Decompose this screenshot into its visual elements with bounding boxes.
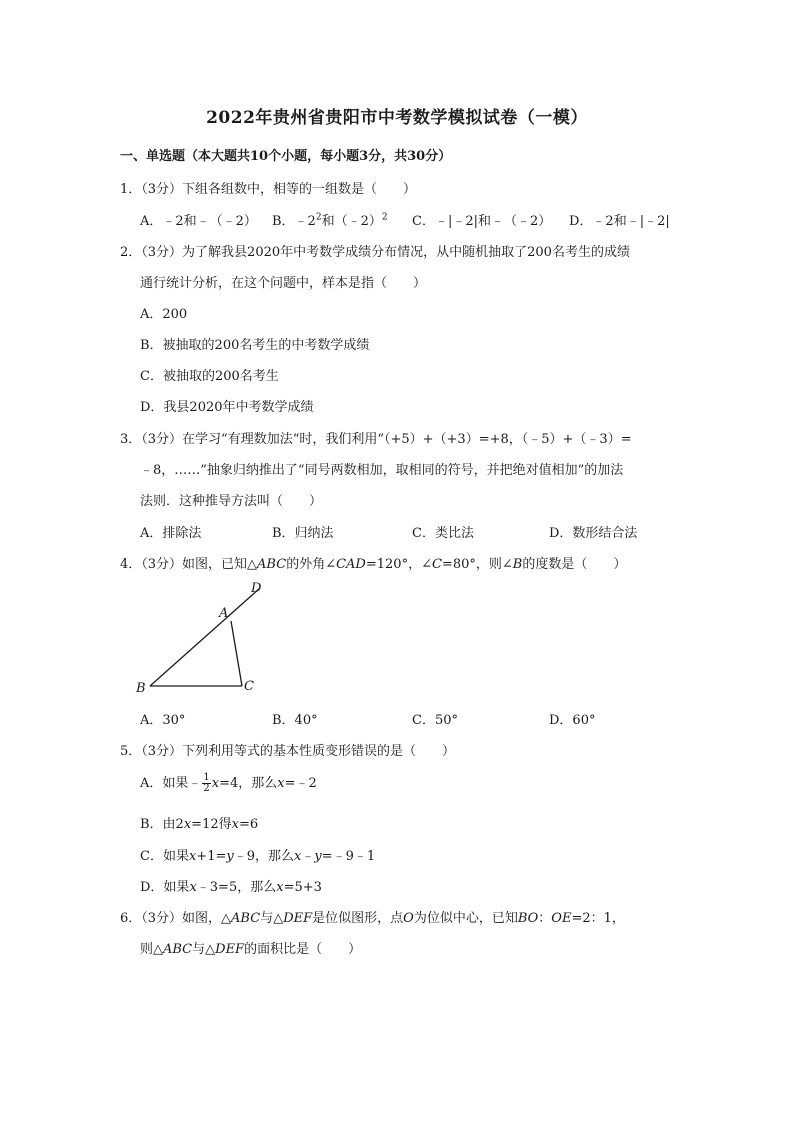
q6-abc2: ABC	[163, 942, 193, 957]
q6-mid1: 与△	[260, 911, 284, 926]
line-ac	[231, 621, 242, 686]
q5-c-x: x	[188, 849, 197, 864]
question-4-option-c: C．50°	[412, 713, 458, 728]
q4-stem-pre: 4．（3分）如图，已知△	[120, 557, 258, 572]
label-a: A	[219, 606, 229, 621]
q4-stem-mid2: =120°，∠	[365, 557, 432, 572]
q6-line2-mid: 与△	[192, 942, 216, 957]
question-1-option-c: C．﹣|﹣2|和﹣（﹣2）	[412, 214, 552, 229]
question-3-stem-line1: 3．（3分）在学习“有理数加法“时，我们利用“（+5）+（+3）=+8，（﹣5）+（﹣3）=	[120, 432, 632, 447]
fraction-numerator: 1	[203, 772, 210, 783]
q5-b-var: x	[183, 817, 192, 832]
question-4-option-a: A．30°	[140, 713, 186, 728]
q4-abc: ABC	[257, 557, 287, 572]
question-5-option-c	[140, 845, 375, 864]
question-5-option-a	[140, 772, 317, 794]
q5-c-y2: y	[314, 849, 322, 864]
q6-colon: ：	[538, 911, 552, 926]
q5-b-pre: B．由2	[140, 817, 184, 832]
triangle-figure	[130, 578, 270, 698]
q6-def: DEF	[283, 911, 313, 926]
q4-c: C	[431, 557, 442, 572]
line-bd	[150, 588, 260, 686]
question-6-stem-line2	[140, 938, 361, 957]
question-6-stem-line1	[120, 907, 625, 926]
q6-bo: BO	[517, 911, 539, 926]
question-5-option-d	[140, 876, 322, 895]
q4-b: B	[512, 557, 523, 572]
q1-b-sup2: 2	[381, 212, 388, 223]
q5-d-pre: D．如果	[140, 880, 190, 895]
q5-d-mid: ﹣3=5，那么	[196, 880, 277, 895]
q5-b-post: =6	[238, 817, 259, 832]
q5-c-pre: C．如果	[140, 849, 189, 864]
q1-b-pre: B．﹣2	[272, 214, 316, 229]
question-1-option-a: A．﹣2和﹣（﹣2）	[140, 214, 257, 229]
q4-cad: CAD	[336, 557, 366, 572]
question-2-stem-line2: 通行统计分析，在这个问题中，样本是指（ ）	[140, 276, 427, 291]
q4-stem-mid3: =80°，则∠	[441, 557, 513, 572]
q5-d-x2: x	[276, 880, 284, 895]
q5-a-var: x	[211, 776, 220, 791]
section-heading: 一、单选题（本大题共10个小题，每小题3分，共30分）	[120, 149, 452, 164]
q1-b-mid: 和（﹣2）	[321, 214, 382, 229]
question-3-option-b: B．归纳法	[272, 526, 334, 541]
question-3-option-d: D．数形结合法	[549, 526, 638, 541]
q5-c-y: y	[226, 849, 234, 864]
question-2-option-a: A．200	[140, 307, 188, 322]
question-5-option-b	[140, 813, 258, 832]
question-3-stem-line3: 法则．这种推导方法叫（ ）	[140, 494, 323, 509]
q5-a-var2: x	[277, 776, 285, 791]
label-b: B	[136, 681, 146, 696]
question-2-stem-line1: 2．（3分）为了解我县2020年中考数学成绩分布情况，从中随机抽取了200名考生的成绩	[120, 245, 630, 260]
q4-stem-post: 的度数是（ ）	[522, 557, 627, 572]
question-5-stem: 5．（3分）下列利用等式的基本性质变形错误的是（ ）	[120, 744, 456, 759]
q6-mid2: 是位似图形，点	[312, 911, 404, 926]
q1-b-sup1: 2	[315, 212, 322, 223]
page-title: 2022年贵州省贵阳市中考数学模拟试卷（一模）	[206, 108, 588, 128]
question-3-option-c: C．类比法	[412, 526, 474, 541]
q6-oe: OE	[551, 911, 572, 926]
q6-pre: 6．（3分）如图，△	[120, 911, 232, 926]
q6-def2: DEF	[215, 942, 245, 957]
q5-d-x: x	[189, 880, 197, 895]
question-3-option-a: A．排除法	[140, 526, 202, 541]
label-d: D	[251, 581, 262, 596]
q6-o: O	[403, 911, 414, 926]
q5-c-post: =﹣9﹣1	[321, 849, 376, 864]
question-1-option-d: D．﹣2和﹣|﹣2|	[569, 214, 670, 229]
q5-a-mid: =4，那么	[219, 776, 278, 791]
label-c: C	[244, 679, 254, 694]
q5-a-pre: A．如果﹣	[140, 776, 202, 791]
q5-c-mid2: ﹣9，那么	[233, 849, 294, 864]
question-3-stem-line2: ﹣8，……”抽象归纳推出了“同号两数相加，取相同的符号，并把绝对值相加”的加法	[140, 463, 624, 478]
q5-a-post: =﹣2	[284, 776, 317, 791]
q5-b-var2: x	[231, 817, 239, 832]
question-1-option-b	[272, 210, 388, 229]
q5-d-post: =5+3	[283, 880, 322, 895]
q5-c-x2: x	[294, 849, 302, 864]
q6-line2-pre: 则△	[140, 942, 163, 957]
q5-c-mid1: +1=	[196, 849, 227, 864]
question-2-option-d: D．我县2020年中考数学成绩	[140, 400, 314, 415]
question-2-option-b: B．被抽取的200名考生的中考数学成绩	[140, 338, 370, 353]
q6-mid3: 为位似中心，已知	[413, 911, 518, 926]
question-4-option-b: B．40°	[272, 713, 318, 728]
q6-ratio: =2：1，	[571, 911, 625, 926]
q5-c-mid3: ﹣	[301, 849, 315, 864]
question-4-option-d: D．60°	[549, 713, 596, 728]
q5-b-mid: =12得	[191, 817, 232, 832]
fraction-one-half	[202, 773, 210, 794]
q6-abc: ABC	[231, 911, 261, 926]
question-1-stem: 1．（3分）下组各组数中，相等的一组数是（ ）	[120, 182, 417, 197]
question-4-stem	[120, 553, 626, 572]
q6-line2-post: 的面积比是（ ）	[244, 942, 362, 957]
question-2-option-c: C．被抽取的200名考生	[140, 369, 279, 384]
fraction-denominator: 2	[203, 783, 210, 794]
q4-stem-mid1: 的外角∠	[286, 557, 337, 572]
